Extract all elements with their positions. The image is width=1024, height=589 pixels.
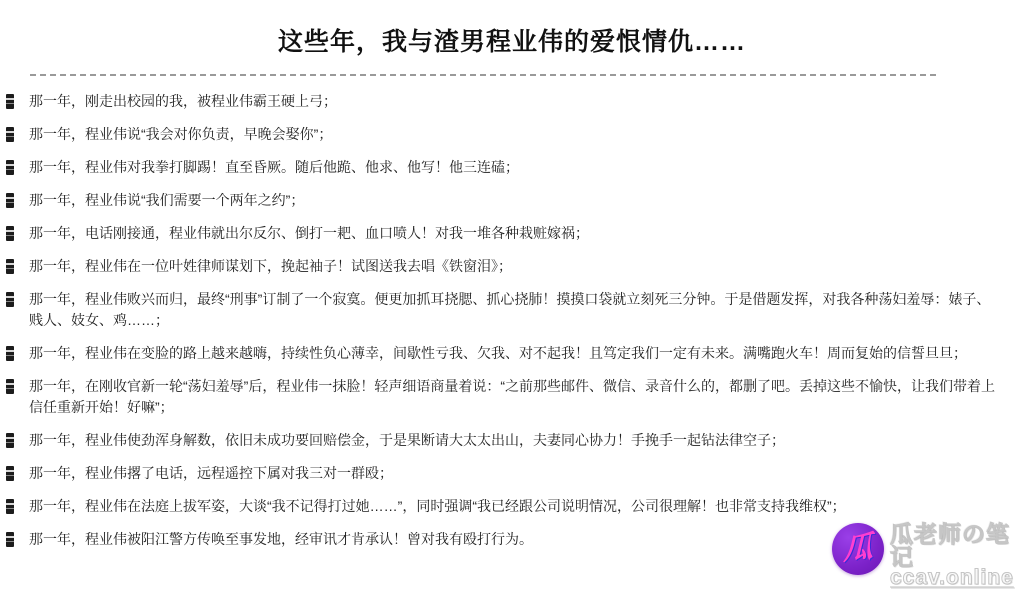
scroll-icon: [6, 292, 14, 307]
list-item: [6, 223, 996, 244]
item-text: 那一年，程业伟使劲浑身解数，依旧未成功要回赔偿金，于是果断请大太太出山，夫妻同心协力！手挽手一起钻法律空子；: [29, 432, 785, 448]
scroll-icon: [6, 499, 14, 514]
list-item: [6, 157, 996, 178]
items-list: [0, 91, 1024, 550]
list-item: [6, 256, 996, 277]
list-item: [6, 496, 996, 517]
list-item: [6, 124, 996, 145]
watermark-logo: [832, 523, 884, 575]
watermark: [832, 523, 1024, 588]
scroll-icon: [6, 193, 14, 208]
item-text: 那一年，程业伟被阳江警方传唤至事发地，经审讯才肯承认！曾对我有殴打行为。: [29, 531, 533, 547]
scroll-icon: [6, 160, 14, 175]
scroll-icon: [6, 94, 14, 109]
list-item: [6, 376, 996, 418]
list-item: [6, 463, 996, 484]
scroll-icon: [6, 433, 14, 448]
page-title: 这些年，我与渣男程业伟的爱恨情仇……: [277, 28, 746, 56]
scroll-icon: [6, 127, 14, 142]
item-text: 那一年，程业伟败兴而归，最终“刑事”订制了一个寂寞。便更加抓耳挠腮、抓心挠肺！摸摸口袋就立刻死三分钟。于是借题发挥，对我各种荡妇羞辱：婊子、贱人、妓女、鸡……；: [29, 291, 991, 328]
list-item: [6, 430, 996, 451]
item-text: 那一年，程业伟在变脸的路上越来越嗨，持续性负心薄幸，间歇性亏我、欠我、对不起我！且笃定我们一定有未来。满嘴跑火车！周而复始的信誓旦旦；: [29, 345, 967, 361]
scroll-icon: [6, 532, 14, 547]
scroll-icon: [6, 379, 14, 394]
item-text: 那一年，程业伟对我拳打脚踢！直至昏厥。随后他跪、他求、他写！他三连磕；: [29, 159, 519, 175]
list-item: [6, 190, 996, 211]
item-text: 那一年，程业伟说“我会对你负责，早晚会娶你”；: [29, 126, 333, 142]
list-item: [6, 289, 996, 331]
item-text: 那一年，刚走出校园的我，被程业伟霸王硬上弓；: [29, 93, 337, 109]
item-text: 那一年，程业伟在一位叶姓律师谋划下，挽起袖子！试图送我去唱《铁窗泪》；: [29, 258, 512, 274]
item-text: 那一年，电话刚接通，程业伟就出尔反尔、倒打一耙、血口喷人！对我一堆各种栽赃嫁祸；: [29, 225, 589, 241]
scroll-icon: [6, 226, 14, 241]
dashed-divider: [30, 74, 936, 76]
scroll-icon: [6, 466, 14, 481]
scroll-icon: [6, 259, 14, 274]
item-text: 那一年，程业伟撂了电话，远程遥控下属对我三对一群殴；: [29, 465, 393, 481]
item-text: 那一年，程业伟在法庭上拔军姿，大谈“我不记得打过她……”，同时强调“我已经跟公司说明情况，公司很理解！也非常支持我维权”；: [29, 498, 846, 514]
item-text: 那一年，程业伟说“我们需要一个两年之约”；: [29, 192, 305, 208]
item-text: 那一年，在刚收官新一轮“荡妇羞辱”后，程业伟一抹脸！轻声细语商量着说：“之前那些邮件、微信、录音什么的，都删了吧。丢掉这些不愉快，让我们带着上信任重新开始！好嘛”；: [29, 378, 995, 415]
scroll-icon: [6, 346, 14, 361]
watermark-name: 瓜老师の笔记: [890, 521, 1010, 570]
watermark-text: [890, 523, 1024, 588]
list-item: [6, 343, 996, 364]
list-item: [6, 91, 996, 112]
watermark-site: ccav.online: [890, 566, 1014, 589]
melon-icon: 瓜: [843, 530, 873, 567]
